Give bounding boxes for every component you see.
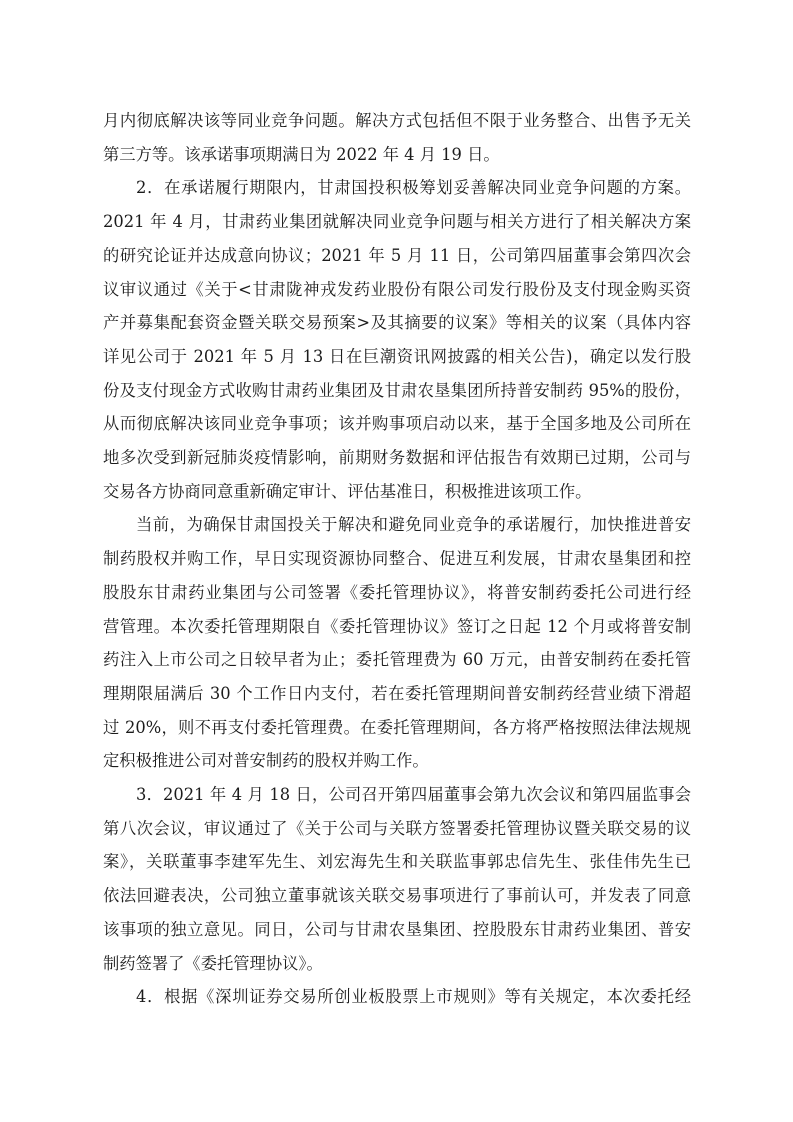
text-line: 3．2021 年 4 月 18 日，公司召开第四届董事会第九次会议和第四届监事会 — [136, 785, 691, 805]
text-line: 详见公司于 2021 年 5 月 13 日在巨潮资讯网披露的相关公告)，确定以发行股 — [103, 346, 691, 366]
text-line: 第八次会议，审议通过了《关于公司与关联方签署委托管理协议暨关联交易的议 — [103, 818, 691, 838]
paragraph — [103, 171, 691, 508]
text-line: 制药签署了《委托管理协议》。 — [103, 953, 323, 973]
text-line: 药注入上市公司之日较早者为止；委托管理费为 60 万元，由普安制药在委托管 — [103, 650, 691, 670]
text-line: 议审议通过《关于<甘肃陇神戎发药业股份有限公司发行股份及支付现金购买资 — [103, 279, 691, 299]
text-line: 月内彻底解决该等同业竞争问题。解决方式包括但不限于业务整合、出售予无关 — [103, 111, 691, 130]
text-line: 产并募集配套资金暨关联交易预案>及其摘要的议案》等相关的议案（具体内容 — [103, 313, 691, 333]
paragraph — [103, 980, 691, 1014]
paragraph — [103, 104, 691, 171]
text-line: 交易各方协商同意重新确定审计、评估基准日，积极推进该项工作。 — [103, 481, 592, 501]
paragraph — [103, 778, 691, 980]
text-line: 营管理。本次委托管理期限自《委托管理协议》签订之日起 12 个月或将普安制 — [103, 616, 691, 636]
text-line: 该事项的独立意见。同日，公司与甘肃农垦集团、控股股东甘肃药业集团、普安 — [103, 919, 691, 939]
text-line: 2．在承诺履行期限内，甘肃国投积极筹划妥善解决同业竞争问题的方案。 — [136, 178, 691, 198]
text-line: 股股东甘肃药业集团与公司签署《委托管理协议》，将普安制药委托公司进行经 — [103, 582, 691, 602]
text-line: 制药股权并购工作，早日实现资源协同整合、促进互利发展，甘肃农垦集团和控 — [103, 549, 691, 569]
text-line: 地多次受到新冠肺炎疫情影响，前期财务数据和评估报告有效期已过期，公司与 — [103, 448, 691, 468]
text-line: 定积极推进公司对普安制药的股权并购工作。 — [103, 751, 429, 771]
text-line: 份及支付现金方式收购甘肃药业集团及甘肃农垦集团所持普安制药 95%的股份， — [103, 380, 691, 400]
text-line: 第三方等。该承诺事项期满日为 2022 年 4 月 19 日。 — [103, 144, 500, 164]
text-line: 从而彻底解决该同业竞争事项；该并购事项启动以来，基于全国多地及公司所在 — [103, 414, 691, 434]
text-line: 4．根据《深圳证券交易所创业板股票上市规则》等有关规定，本次委托经 — [136, 987, 691, 1007]
text-line: 依法回避表决，公司独立董事就该关联交易事项进行了事前认可，并发表了同意 — [103, 886, 691, 906]
text-line: 过 20%，则不再支付委托管理费。在委托管理期间，各方将严格按照法律法规规 — [103, 717, 691, 737]
paragraph — [103, 508, 691, 778]
text-line: 当前，为确保甘肃国投关于解决和避免同业竞争的承诺履行，加快推进普安 — [136, 515, 691, 535]
text-line: 理期限届满后 30 个工作日内支付，若在委托管理期间普安制药经营业绩下滑超 — [103, 683, 691, 703]
text-line: 2021 年 4 月，甘肃药业集团就解决同业竞争问题与相关方进行了相关解决方案 — [103, 212, 691, 232]
text-column — [103, 104, 691, 1014]
text-line: 的研究论证并达成意向协议；2021 年 5 月 11 日，公司第四届董事会第四次会 — [103, 245, 691, 265]
text-line: 案》，关联董事李建军先生、刘宏海先生和关联监事郭忠信先生、张佳伟先生已 — [103, 852, 691, 872]
